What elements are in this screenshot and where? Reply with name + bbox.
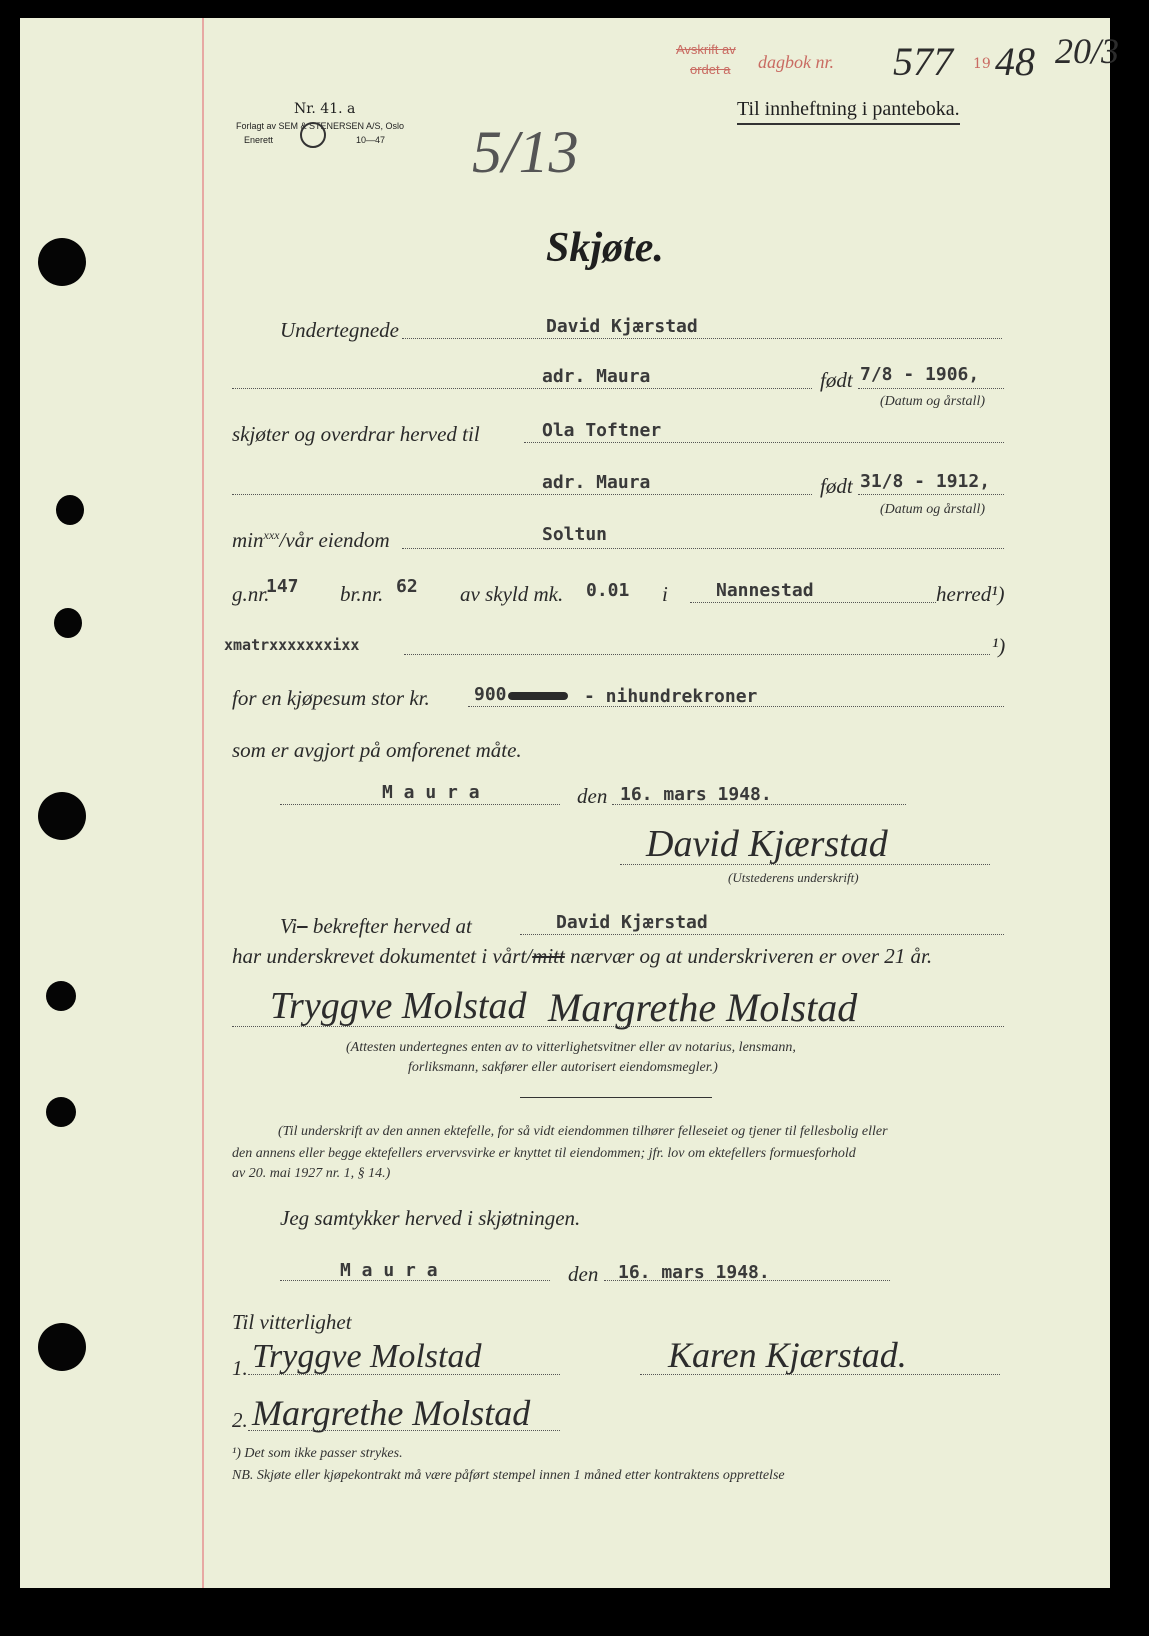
witness-line-end: nærvær og at underskriveren er over 21 år. xyxy=(564,944,933,968)
datum-hint: (Datum og årstall) xyxy=(880,394,985,409)
fodt-label: født xyxy=(820,474,853,498)
footnote-2: NB. Skjøte eller kjøpekontrakt må være påført stempel innen 1 måned etter kontraktens opprettelse xyxy=(232,1468,785,1483)
eiendom-label xyxy=(232,528,390,553)
datum-hint: (Datum og årstall) xyxy=(880,502,985,517)
witness-line-struck: mitt xyxy=(532,944,565,968)
year-prefix: 19 xyxy=(973,56,991,72)
dotted-line xyxy=(248,1430,560,1431)
footnote-1: ¹) Det som ikke passer strykes. xyxy=(232,1446,403,1461)
gnr-value: 147 xyxy=(266,576,299,597)
dotted-line xyxy=(232,494,812,495)
witness-subject: David Kjærstad xyxy=(556,912,708,933)
brnr-value: 62 xyxy=(396,576,418,597)
binder-hole xyxy=(46,1097,76,1127)
seller-birthdate: 7/8 - 1906, xyxy=(860,364,980,385)
attest-note-2: forliksmann, sakfører eller autorisert eiendomsmegler.) xyxy=(408,1060,718,1075)
herred-value: Nannestad xyxy=(716,580,814,601)
stamp-struck-text: Avskrift av xyxy=(676,42,736,57)
dotted-line xyxy=(402,338,1002,339)
dotted-line xyxy=(248,1374,560,1375)
stamp-struck-text-2: ordet a xyxy=(690,62,731,77)
year-suffix: 48 xyxy=(995,39,1035,84)
seller-address: adr. Maura xyxy=(542,366,651,387)
undertegnede-label: Undertegnede xyxy=(280,318,399,342)
herred-label: herred¹) xyxy=(936,582,1005,606)
til-vitterlighet: Til vitterlighet xyxy=(232,1310,352,1334)
eiendom-struck: xxx xyxy=(263,528,280,542)
attest-note-1: (Attesten undertegnes enten av to vitterlighetsvitner eller av notarius, lensmann, xyxy=(346,1040,796,1055)
spouse-note-2: den annens eller begge ektefellers ervervsvirke er knyttet til eiendommen; jfr. lov om ektefellers formuesforhold xyxy=(232,1146,856,1161)
gnr-label: g.nr. xyxy=(232,582,270,606)
divider xyxy=(520,1097,712,1098)
seller-signature: David Kjærstad xyxy=(646,823,888,865)
publisher: Forlagt av SEM & STENERSEN A/S, Oslo xyxy=(236,121,405,131)
date-1: 16. mars 1948. xyxy=(620,784,772,805)
buyer-birthdate: 31/8 - 1912, xyxy=(860,471,991,492)
witness-intro-a: Vi xyxy=(280,914,298,938)
transfer-label: skjøter og overdrar herved til xyxy=(232,422,480,446)
dotted-line xyxy=(858,494,1004,495)
instruction-heading: Til innheftning i panteboka. xyxy=(737,98,960,125)
seller-name: David Kjærstad xyxy=(546,316,698,337)
consent-text: Jeg samtykker herved i skjøtningen. xyxy=(280,1206,581,1230)
binder-hole xyxy=(46,981,76,1011)
binder-hole xyxy=(54,608,82,638)
dagbok-label: dagbok nr. xyxy=(758,52,834,72)
edition: 10—47 xyxy=(356,135,386,145)
settled-text: som er avgjort på omforenet måte. xyxy=(232,738,522,762)
signature-line xyxy=(232,1026,1004,1027)
dotted-line xyxy=(280,804,560,805)
struck-footnote: ¹) xyxy=(992,634,1006,658)
spouse-signature: Karen Kjærstad. xyxy=(668,1335,907,1375)
signature-hint: (Utstederens underskrift) xyxy=(728,870,859,885)
dotted-line xyxy=(524,442,1004,443)
dotted-line xyxy=(402,548,1004,549)
dotted-line xyxy=(404,654,990,655)
i-label: i xyxy=(662,582,668,606)
fodt-label: født xyxy=(820,368,853,392)
witness-intro-b: bekrefter herved at xyxy=(312,914,472,938)
binder-hole xyxy=(38,238,86,286)
dotted-line xyxy=(690,602,936,603)
price-label: for en kjøpesum stor kr. xyxy=(232,686,430,710)
eiendom-suffix: /vår eiendom xyxy=(279,528,390,552)
witness-line-a: har underskrevet dokumentet i vårt/ xyxy=(232,944,533,968)
witness-signature-1: Tryggve Molstad xyxy=(270,985,527,1027)
skyld-value: 0.01 xyxy=(586,580,630,601)
price-value: 900 xyxy=(474,684,507,705)
signature-line xyxy=(640,1374,1000,1375)
enerett: Enerett xyxy=(244,135,274,145)
date-note: 20/3 xyxy=(1055,31,1120,71)
witness-2-label: 2. xyxy=(232,1408,248,1432)
den-label: den xyxy=(577,784,608,808)
publisher-logo-icon xyxy=(300,122,326,148)
margin-note: 5/13 xyxy=(472,119,579,185)
witness-1-signature: Tryggve Molstad xyxy=(252,1338,482,1375)
date-2: 16. mars 1948. xyxy=(618,1262,770,1283)
form-number: Nr. 41. a xyxy=(294,101,356,117)
place-2: M a u r a xyxy=(340,1260,438,1281)
witness-signature-2: Margrethe Molstad xyxy=(548,985,858,1030)
binder-hole xyxy=(38,792,86,840)
buyer-address: adr. Maura xyxy=(542,472,651,493)
dotted-line xyxy=(858,388,1004,389)
spouse-note-1: (Til underskrift av den annen ektefelle, for så vidt eiendommen tilhører felleseiet og tjener til fellesbolig eller xyxy=(278,1124,888,1139)
struck-line: xmatrxxxxxxxixx xyxy=(224,636,360,654)
eiendom-prefix: min xyxy=(232,528,264,552)
witness-1-label: 1. xyxy=(232,1356,248,1380)
signature-line xyxy=(620,864,990,865)
dagbok-number: 577 xyxy=(893,39,953,84)
dotted-line xyxy=(232,388,812,389)
binder-hole xyxy=(56,495,84,525)
brnr-label: br.nr. xyxy=(340,582,384,606)
buyer-name: Ola Toftner xyxy=(542,420,662,441)
margin-rule xyxy=(202,18,204,1588)
witness-2-signature: Margrethe Molstad xyxy=(252,1393,531,1433)
dotted-line xyxy=(520,934,1004,935)
place-1: M a u r a xyxy=(382,782,480,803)
price-strike-mark xyxy=(508,692,568,700)
document-title: Skjøte. xyxy=(546,225,664,271)
price-words: - nihundrekroner xyxy=(584,686,758,707)
skyld-label: av skyld mk. xyxy=(460,582,564,606)
witness-intro xyxy=(280,914,472,939)
spouse-note-3: av 20. mai 1927 nr. 1, § 14.) xyxy=(232,1166,391,1181)
witness-line xyxy=(232,944,932,969)
binder-hole xyxy=(38,1323,86,1371)
property-name: Soltun xyxy=(542,524,608,545)
den-label: den xyxy=(568,1262,599,1286)
